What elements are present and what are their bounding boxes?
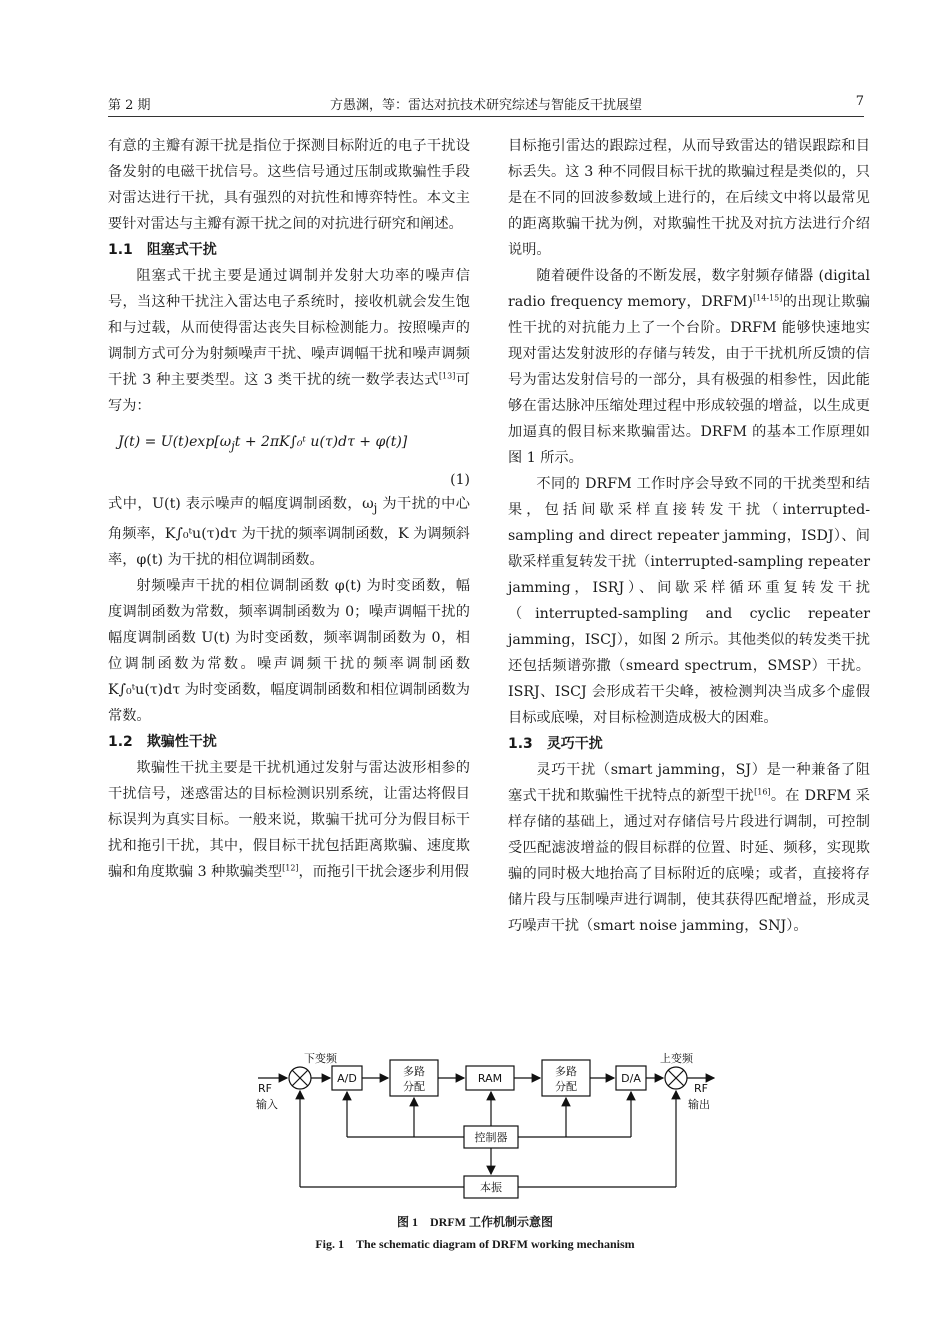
caption-chinese: 图 1 DRFM 工作机制示意图 <box>397 1215 553 1229</box>
running-title: 方愚渊，等：雷达对抗技术研究综述与智能反干扰展望 <box>329 98 642 113</box>
paragraph <box>108 263 470 419</box>
paragraph-text: 。在 DRFM 采样存储的基础上，通过对存储信号片段进行调制，可控制受匹配滤波增益的假目标群的位置、时延、频移，实现欺骗的同时极大地抬高了目标附近的底噪；或者，直接将存储片段与压制噪声进行调制，使其获得匹配增益，形成灵巧噪声干扰（smart noise jamming，SNJ）。 <box>508 788 870 934</box>
rf-output-label: RF <box>694 1082 708 1095</box>
ram-label: RAM <box>477 1072 503 1085</box>
section-number: 1.2 <box>108 733 133 750</box>
ad-label: A/D <box>337 1072 357 1085</box>
da-label: D/A <box>621 1072 641 1085</box>
paragraph: 式中，U(t) 表示噪声的幅度调制函数，$\omega_j$ 为干扰的中心角频率，K∫₀ᵗu(τ)dτ 为干扰的频率调制函数，K 为调频斜率，φ(t) 为干扰的相位调制函数。 <box>108 496 470 568</box>
mux1-label-2: 分配 <box>403 1080 425 1093</box>
downconvert-label: 下变频 <box>304 1052 337 1065</box>
rf-input-label-2: 输入 <box>256 1098 278 1111</box>
caption-english: Fig. 1 The schematic diagram of DRFM working mechanism <box>315 1237 635 1251</box>
section-heading-1-2 <box>108 729 470 755</box>
rf-input-label: RF <box>258 1082 272 1095</box>
paragraph <box>108 755 470 885</box>
paragraph: 不同的 DRFM 工作时序会导致不同的干扰类型和结果，包括间歇采样直接转发干扰（interrupted-sampling and direct repeater jamming，ISDJ）、间歇采样重复转发干扰（interrupted-sampling repeater jamming，ISRJ）、间歇采样循环重复转发干扰（interrupted-sampling and cyclic repeater jamming，ISCJ），如图 2 所示。其他类似的转发类干扰还包括频谱弥撒（smeard spectrum，SMSP）干扰。ISRJ、ISCJ 会形成若干尖峰，被检测判决当成多个虚假目标或底噪，对目标检测造成极大的困难。 <box>508 476 870 726</box>
citation: [13] <box>438 371 456 381</box>
section-heading-1-3 <box>508 731 870 757</box>
mux2-label-2: 分配 <box>555 1080 577 1093</box>
mux2-label: 多路 <box>555 1065 577 1078</box>
section-heading-1-1 <box>108 237 470 263</box>
paragraph-text: 可写为： <box>108 372 470 414</box>
section-title: 灵巧干扰 <box>546 736 603 752</box>
paragraph <box>508 263 870 471</box>
rf-output-label-2: 输出 <box>688 1098 710 1111</box>
section-title: 阻塞式干扰 <box>146 242 217 258</box>
controller-label: 控制器 <box>474 1131 508 1144</box>
equation-1 <box>108 419 470 467</box>
mux1-label: 多路 <box>403 1065 425 1078</box>
left-column <box>108 133 470 885</box>
figure-caption <box>0 1213 950 1257</box>
page-number: 7 <box>855 94 864 109</box>
citation: [12] <box>282 863 299 873</box>
running-header <box>108 92 864 117</box>
equation-number: (1) <box>450 472 470 488</box>
paragraph: 有意的主瓣有源干扰是指位于探测目标附近的电子干扰设备发射的电磁干扰信号。这些信号通过压制或欺骗性手段对雷达进行干扰，具有强烈的对抗性和博弈特性。本文主要针对雷达与主瓣有源干扰之间的对抗进行研究和阐述。 <box>108 138 470 232</box>
section-number: 1.3 <box>508 736 533 752</box>
right-column <box>508 133 870 939</box>
paragraph-text: 阻塞式干扰主要是通过调制并发射大功率的噪声信号，当这种干扰注入雷达电子系统时，接收机就会发生饱和与过载，从而使得雷达丧失目标检测能力。按照噪声的调制方式可分为射频噪声干扰、噪声调幅干扰和噪声调频干扰 3 种主要类型。这 3 类干扰的统一数学表达式 <box>108 268 470 388</box>
section-title: 欺骗性干扰 <box>146 733 217 750</box>
paragraph-text: 的出现让欺骗性干扰的对抗能力上了一个台阶。DRFM 能够快速地实现对雷达发射波形的存储与转发，由于干扰机所反馈的信号为雷达发射信号的一部分，具有极强的相参性，因此能够在雷达脉冲压缩处理过程中形成较强的增益，以生成更加逼真的假目标来欺骗雷达。DRFM 的基本工作原理如图 1 所示。 <box>508 294 870 466</box>
drfm-block-diagram <box>248 1048 718 1208</box>
citation: [14-15] <box>753 293 783 303</box>
paragraph-text: 欺骗性干扰主要是干扰机通过发射与雷达波形相参的干扰信号，迷惑雷达的目标检测识别系统，让雷达将假目标误判为真实目标。一般来说，欺骗干扰可分为假目标干扰和拖引干扰，其中，假目标干扰包括距离欺骗、速度欺骗和角度欺骗 3 种欺骗类型 <box>108 759 470 880</box>
paragraph: 射频噪声干扰的相位调制函数 φ(t) 为时变函数，幅度调制函数为常数，频率调制函数为 0；噪声调幅干扰的幅度调制函数 U(t) 为时变函数，频率调制函数为 0，相位调制函数为常数。噪声调频干扰的频率调制函数 K∫₀ᵗu(τ)dτ 为时变函数，幅度调制函数和相位调制函数为常数。 <box>108 577 470 724</box>
upconvert-label: 上变频 <box>660 1052 693 1065</box>
section-number: 1.1 <box>108 242 133 258</box>
paragraph: 目标拖引雷达的跟踪过程，从而导致雷达的错误跟踪和目标丢失。这 3 种不同假目标干扰的欺骗过程是类似的，只是在不同的回波参数域上进行的，在后续文中将以最常见的距离欺骗干扰为例，对欺骗性干扰及对抗方法进行介绍说明。 <box>508 138 870 258</box>
paragraph <box>508 757 870 939</box>
paragraph-text: 灵巧干扰（smart jamming，SJ）是一种兼备了阻塞式干扰和欺骗性干扰特点的新型干扰 <box>508 762 870 804</box>
issue-number: 第 2 期 <box>108 98 151 113</box>
local-oscillator-label: 本振 <box>480 1181 502 1194</box>
equation-body: $J(t) = U(t)\exp[\omega_jt$ + 2πK∫₀ᵗ u(τ)dτ + φ(t)] <box>118 434 408 453</box>
paragraph-text: 随着硬件设备的不断发展，数字射频存储器 (digital radio frequency memory，DRFM) <box>508 268 870 310</box>
paragraph-text: ，而拖引干扰会逐步利用假 <box>298 863 469 880</box>
citation: [16] <box>754 787 771 797</box>
